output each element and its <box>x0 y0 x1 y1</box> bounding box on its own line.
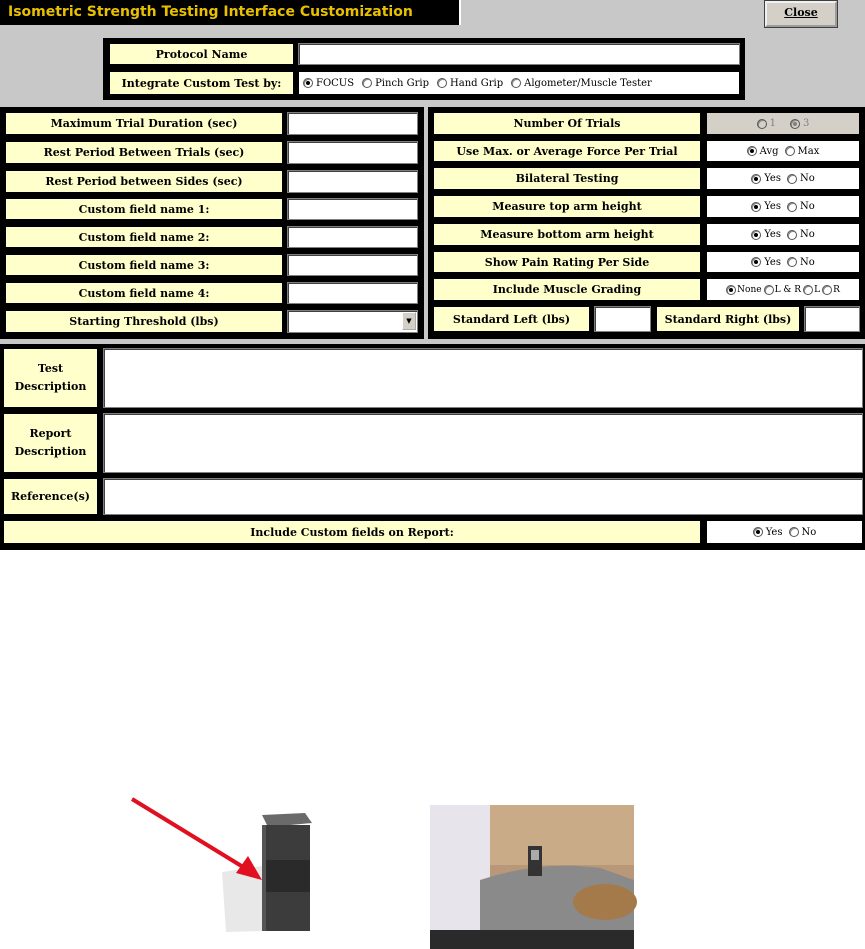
radio-dot-icon <box>789 527 799 537</box>
radio-bilateral-no[interactable] <box>787 173 815 184</box>
radio-dot-icon <box>787 230 797 240</box>
protocol-name-label: Protocol Name <box>109 43 294 65</box>
custom-field-4-input[interactable] <box>287 282 418 304</box>
report-description-label: Report Description <box>3 413 98 473</box>
protocol-name-input[interactable] <box>298 43 740 65</box>
radio-focus[interactable] <box>303 78 354 89</box>
radio-label: L <box>814 284 821 295</box>
custom-field-3-label: Custom field name 3: <box>5 254 283 276</box>
radio-dot-icon <box>751 202 761 212</box>
radio-bottom-arm-yes[interactable] <box>751 229 781 240</box>
radio-grading-l[interactable] <box>803 285 820 295</box>
radio-label: Pinch Grip <box>375 77 430 89</box>
radio-trials-1 <box>757 118 776 129</box>
foam-block-photo <box>222 812 312 934</box>
radio-algometer[interactable] <box>511 78 652 89</box>
radio-label: No <box>800 256 815 268</box>
patient-test-photo <box>430 805 637 949</box>
photo-area <box>0 550 865 949</box>
radio-dot-icon <box>747 146 757 156</box>
radio-grading-lr[interactable] <box>764 285 802 295</box>
radio-label: No <box>800 229 815 240</box>
starting-threshold-label: Starting Threshold (lbs) <box>5 310 283 333</box>
radio-dot-icon <box>787 257 797 267</box>
radio-dot-icon <box>753 527 763 537</box>
pain-rating-label: Show Pain Rating Per Side <box>433 251 701 273</box>
custom-field-2-input[interactable] <box>287 226 418 248</box>
custom-field-1-input[interactable] <box>287 198 418 220</box>
radio-label: Yes <box>764 256 781 268</box>
radio-label: Yes <box>764 229 781 240</box>
bottom-arm-height-label: Measure bottom arm height <box>433 223 701 246</box>
radio-hand-grip[interactable] <box>437 78 503 89</box>
radio-label: No <box>800 173 815 184</box>
max-trial-duration-label: Maximum Trial Duration (sec) <box>5 112 283 135</box>
radio-pain-no[interactable] <box>787 257 815 268</box>
radio-avg[interactable] <box>747 146 779 157</box>
muscle-grading-label: Include Muscle Grading <box>433 278 701 301</box>
pain-rating-options <box>706 251 860 273</box>
custom-field-2-label: Custom field name 2: <box>5 226 283 248</box>
radio-bottom-arm-no[interactable] <box>787 229 815 240</box>
radio-label: FOCUS <box>316 77 355 89</box>
radio-label: No <box>800 201 815 212</box>
radio-pinch-grip[interactable] <box>362 78 429 89</box>
top-arm-height-options <box>706 195 860 218</box>
radio-label: Algometer/Muscle Tester <box>524 77 652 89</box>
rest-between-sides-label: Rest Period between Sides (sec) <box>5 170 283 193</box>
radio-label: None <box>737 284 762 295</box>
radio-custom-report-yes[interactable] <box>753 527 783 538</box>
radio-dot-icon <box>303 78 313 88</box>
radio-grading-r[interactable] <box>822 285 840 295</box>
custom-fields-report-label: Include Custom fields on Report: <box>3 520 701 544</box>
custom-field-4-label: Custom field name 4: <box>5 282 283 304</box>
radio-dot-icon <box>764 285 774 295</box>
radio-label: Yes <box>765 526 783 538</box>
custom-field-1-label: Custom field name 1: <box>5 198 283 220</box>
bilateral-testing-label: Bilateral Testing <box>433 167 701 190</box>
radio-label: Avg <box>759 145 779 157</box>
radio-dot-icon <box>787 202 797 212</box>
standard-right-input[interactable] <box>804 306 860 332</box>
test-description-label: Test Description <box>3 348 98 408</box>
standard-right-label: Standard Right (lbs) <box>656 306 800 332</box>
radio-max[interactable] <box>785 146 820 157</box>
radio-label: Yes <box>764 201 781 212</box>
radio-custom-report-no[interactable] <box>789 527 817 538</box>
test-description-input[interactable] <box>103 348 863 408</box>
radio-label: No <box>801 526 817 538</box>
report-description-input[interactable] <box>103 413 863 473</box>
radio-top-arm-yes[interactable] <box>751 201 781 212</box>
integrate-options <box>298 71 740 95</box>
radio-dot-icon <box>785 146 795 156</box>
standard-left-label: Standard Left (lbs) <box>433 306 590 332</box>
window-title: Isometric Strength Testing Interface Customization <box>0 0 461 25</box>
radio-dot-icon <box>790 119 800 129</box>
radio-dot-icon <box>362 78 372 88</box>
rest-between-trials-input[interactable] <box>287 141 418 164</box>
radio-dot-icon <box>787 174 797 184</box>
radio-dot-icon <box>751 230 761 240</box>
rest-between-trials-label: Rest Period Between Trials (sec) <box>5 141 283 164</box>
radio-dot-icon <box>437 78 447 88</box>
bilateral-testing-options <box>706 167 860 190</box>
radio-pain-yes[interactable] <box>751 257 781 268</box>
max-avg-force-label: Use Max. or Average Force Per Trial <box>433 140 701 162</box>
number-of-trials-options <box>706 112 860 135</box>
close-button[interactable]: Close <box>765 1 837 27</box>
radio-grading-none[interactable] <box>726 285 761 295</box>
radio-top-arm-no[interactable] <box>787 201 815 212</box>
max-trial-duration-input[interactable] <box>287 112 418 135</box>
bottom-arm-height-options <box>706 223 860 246</box>
radio-dot-icon <box>726 285 736 295</box>
custom-fields-report-options <box>706 520 863 544</box>
radio-label: L & R <box>774 284 802 295</box>
references-input[interactable] <box>103 478 863 515</box>
radio-dot-icon <box>511 78 521 88</box>
references-label: Reference(s) <box>3 478 98 515</box>
radio-dot-icon <box>751 257 761 267</box>
radio-bilateral-yes[interactable] <box>751 173 781 184</box>
radio-dot-icon <box>822 285 832 295</box>
radio-label: 3 <box>803 118 810 129</box>
radio-label: Hand Grip <box>450 77 504 89</box>
radio-dot-icon <box>757 119 767 129</box>
starting-threshold-select[interactable] <box>287 310 418 333</box>
radio-label: Yes <box>764 173 781 184</box>
top-arm-height-label: Measure top arm height <box>433 195 701 218</box>
max-avg-force-options <box>706 140 860 162</box>
radio-dot-icon <box>803 285 813 295</box>
radio-dot-icon <box>751 174 761 184</box>
dropdown-arrow-icon[interactable]: ▼ <box>402 312 416 330</box>
muscle-grading-options <box>706 278 860 301</box>
radio-label: R <box>833 284 840 295</box>
number-of-trials-label: Number Of Trials <box>433 112 701 135</box>
radio-label: Max <box>797 145 820 157</box>
rest-between-sides-input[interactable] <box>287 170 418 193</box>
radio-trials-3 <box>790 118 809 129</box>
standard-left-input[interactable] <box>594 306 651 332</box>
photo-illustrations <box>0 550 865 949</box>
custom-field-3-input[interactable] <box>287 254 418 276</box>
radio-label: 1 <box>769 118 776 129</box>
integrate-label: Integrate Custom Test by: <box>109 71 294 95</box>
